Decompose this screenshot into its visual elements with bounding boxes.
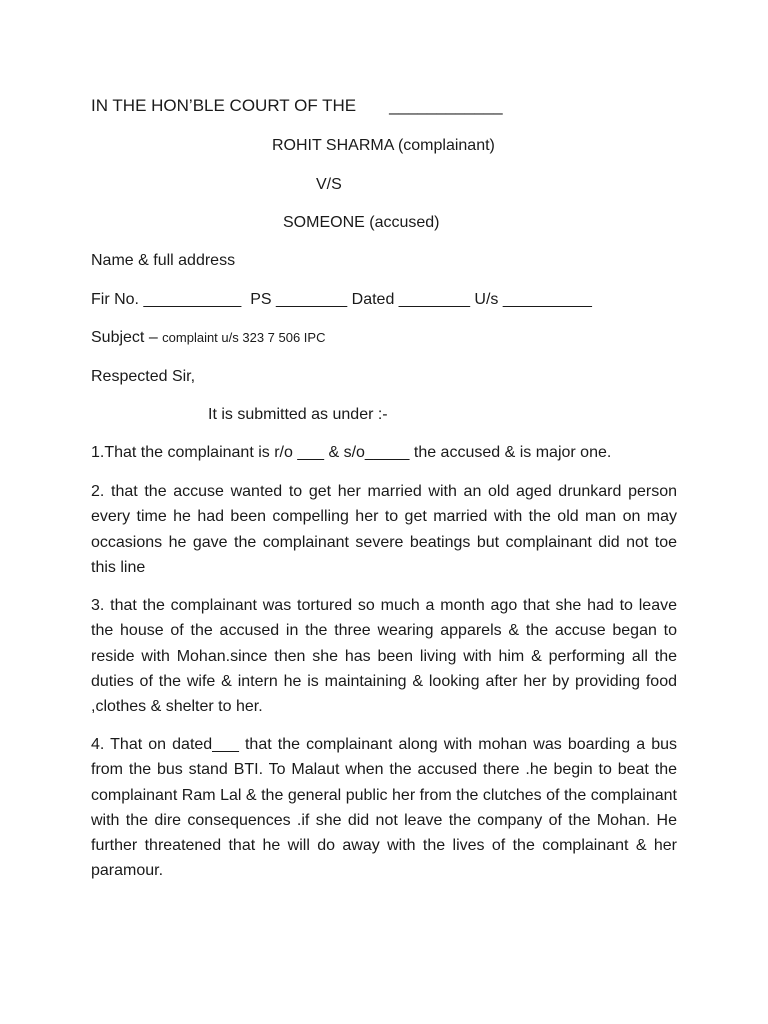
- fir-details-line: Fir No. ___________ PS ________ Dated ________ U/s __________: [91, 291, 592, 308]
- paragraph-4: 4. That on dated___ that the complainant along with mohan was boarding a bus from the bus stand BTI. To Malaut when the accused there .he begin to beat the complainant Ram Lal & the general public her from the clutches of the complainant with the dire consequences .if she did not leave the company of the Mohan. He further threatened that he will do away with the lives of the complainant & her paramour.: [91, 736, 677, 880]
- paragraph-2: 2. that the accuse wanted to get her married with an old aged drunkard person every time he had been compelling her to get married with the old man on may occasions he gave the complainant severe beatings but complainant did not toe this line: [91, 483, 677, 576]
- accused-name: SOMEONE (accused): [283, 214, 440, 231]
- submitted-line: It is submitted as under :-: [208, 406, 388, 423]
- subject-line: [91, 328, 325, 348]
- subject-text: complaint u/s 323 7 506 IPC: [162, 330, 326, 345]
- paragraph-3: 3. that the complainant was tortured so much a month ago that she had to leave the house of the accused in the three wearing apparels & the accuse began to reside with Mohan.since then she has been living with him & performing all the duties of the wife & intern he is maintaining & looking after her by providing food ,clothes & shelter to her.: [91, 597, 677, 716]
- salutation: Respected Sir,: [91, 368, 196, 385]
- subject-label: Subject –: [91, 329, 163, 346]
- court-heading: IN THE HON’BLE COURT OF THE ____________: [91, 96, 503, 115]
- name-address-label: Name & full address: [91, 252, 236, 269]
- versus-label: V/S: [316, 176, 342, 193]
- complainant-name: ROHIT SHARMA (complainant): [272, 137, 495, 154]
- paragraph-1: 1.That the complainant is r/o ___ & s/o_____ the accused & is major one.: [91, 444, 612, 461]
